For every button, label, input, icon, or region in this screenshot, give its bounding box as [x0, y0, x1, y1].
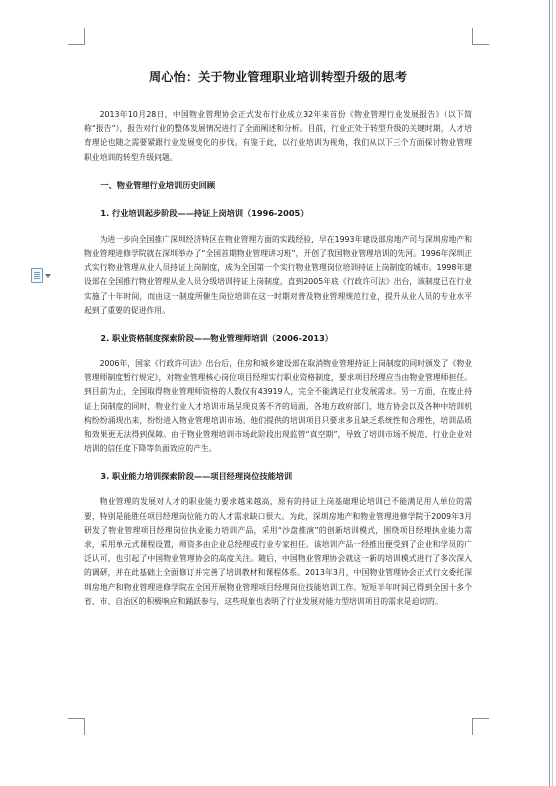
page-edge-scrollbar[interactable]	[549, 0, 553, 786]
margin-corner-top-right	[472, 28, 489, 45]
chevron-down-icon[interactable]	[45, 274, 51, 278]
intro-paragraph: 2013年10月28日，中国物业管理协会正式发布行业成立32年来首份《物业管理行业发展报告》（以下简称“报告”），报告对行业的整体发展情况进行了全面阐述和分析。目前，行业正处于转型升级的关键时期，人才培育理论也随之需要紧跟行业发展变化的步伐。有鉴于此，以行业培训为视角，我们从以下三个方面探讨物业管理职业培训的转型升级问题。	[84, 110, 472, 162]
margin-corner-bottom-right	[472, 718, 489, 735]
subsection-heading: 3. 职业能力培训探索阶段——项目经理岗位技能培训	[100, 471, 293, 482]
subsection-paragraph: 2006年，国家《行政许可法》出台后，住房和城乡建设部在取消物业管理持证上岗制度的同时颁发了《物业管理师制度暂行规定》，对物业管理核心岗位项目经理实行职业资格制度，要求项目经理应当由物业管理师担任。到目前为止，全国取得物业管理师资格的人数仅有43919人，完全不能满足行业发展需求。另一方面，在废止持证上岗制度的同时，物业行业人才培训市场呈现良莠不齐的局面，各地方政府部门、地方协会以及各种中培训机构纷纷涌现出来，纷纷进入物业管理培训市场。他们提供的培训项目只要求多且缺乏系统性和合理性，培训品质和效果更无法得到保障。由于物业管理培训市场此阶段出现监管“真空期”，导致了培训市场不规范、行业企业对培训的信任度下降等负面效应的产生。	[84, 359, 472, 454]
subsection-heading: 1. 行业培训起步阶段——持证上岗培训（1996-2005）	[100, 207, 309, 218]
document-icon[interactable]	[31, 268, 43, 283]
subsection-heading: 2. 职业资格制度探索阶段——物业管理师培训（2006-2013）	[100, 333, 333, 344]
document-content	[84, 68, 472, 609]
subsection-paragraph: 物业管理的发展对人才的职业能力要求越来越高，原有的持证上岗基础理论培训已不能满足用人单位的需要，特别是能胜任项目经理岗位能力的人才需求缺口很大。为此，深圳房地产和物业管理进修学院于2009年3月研发了物业管理项目经理岗位执业能力培训产品，采用“沙盘推演”的创新培训模式，围绕项目经理执业能力需求，采用单元式课程设置，师资多由企业总经理或行业专家担任。该培训产品一经推出便受到了企业和学员的广泛认可，也引起了中国物业管理协会的高度关注。随后，中国物业管理协会就这一新的培训模式进行了多次深入的调研，并在此基础上全面修订并完善了培训教材和课程体系。2013年3月，中国物业管理协会正式行文委托深圳房地产和物业管理进修学院在全国开展物业管理项目经理岗位技能培训工作。短短半年时间已得到全国十多个省、市、自治区的积极响应和踊跃参与，这些现象也表明了行业发展对能力型培训项目的需求是迫切的。	[84, 497, 472, 606]
margin-corner-top-left	[68, 28, 85, 45]
section-heading: 一、物业管理行业培训历史回顾	[100, 179, 216, 190]
subsection-paragraph: 为进一步向全国推广深圳经济特区在物业管理方面的实践经验，早在1993年建设部房地产司与深圳房地产和物业管理进修学院就在深圳举办了“全国首期物业管理讲习班”，开创了我国物业管理培训的先河。1996年深圳正式实行物业管理从业人员持证上岗制度，成为全国第一个实行物业管理岗位培训持证上岗制度的城市。1998年建设部在全国推行物业管理从业人员分级培训持证上岗制度，直到2005年底《行政许可法》出台，该制度已在行业实施了十年时间，而由这一制度所催生岗位培训在这一时期对普及物业管理规范行业，提升从业人员的专业水平起到了重要的促进作用。	[84, 234, 472, 315]
margin-corner-bottom-left	[68, 718, 85, 735]
page-title: 周心怡：关于物业管理职业培训转型升级的思考	[148, 70, 408, 84]
